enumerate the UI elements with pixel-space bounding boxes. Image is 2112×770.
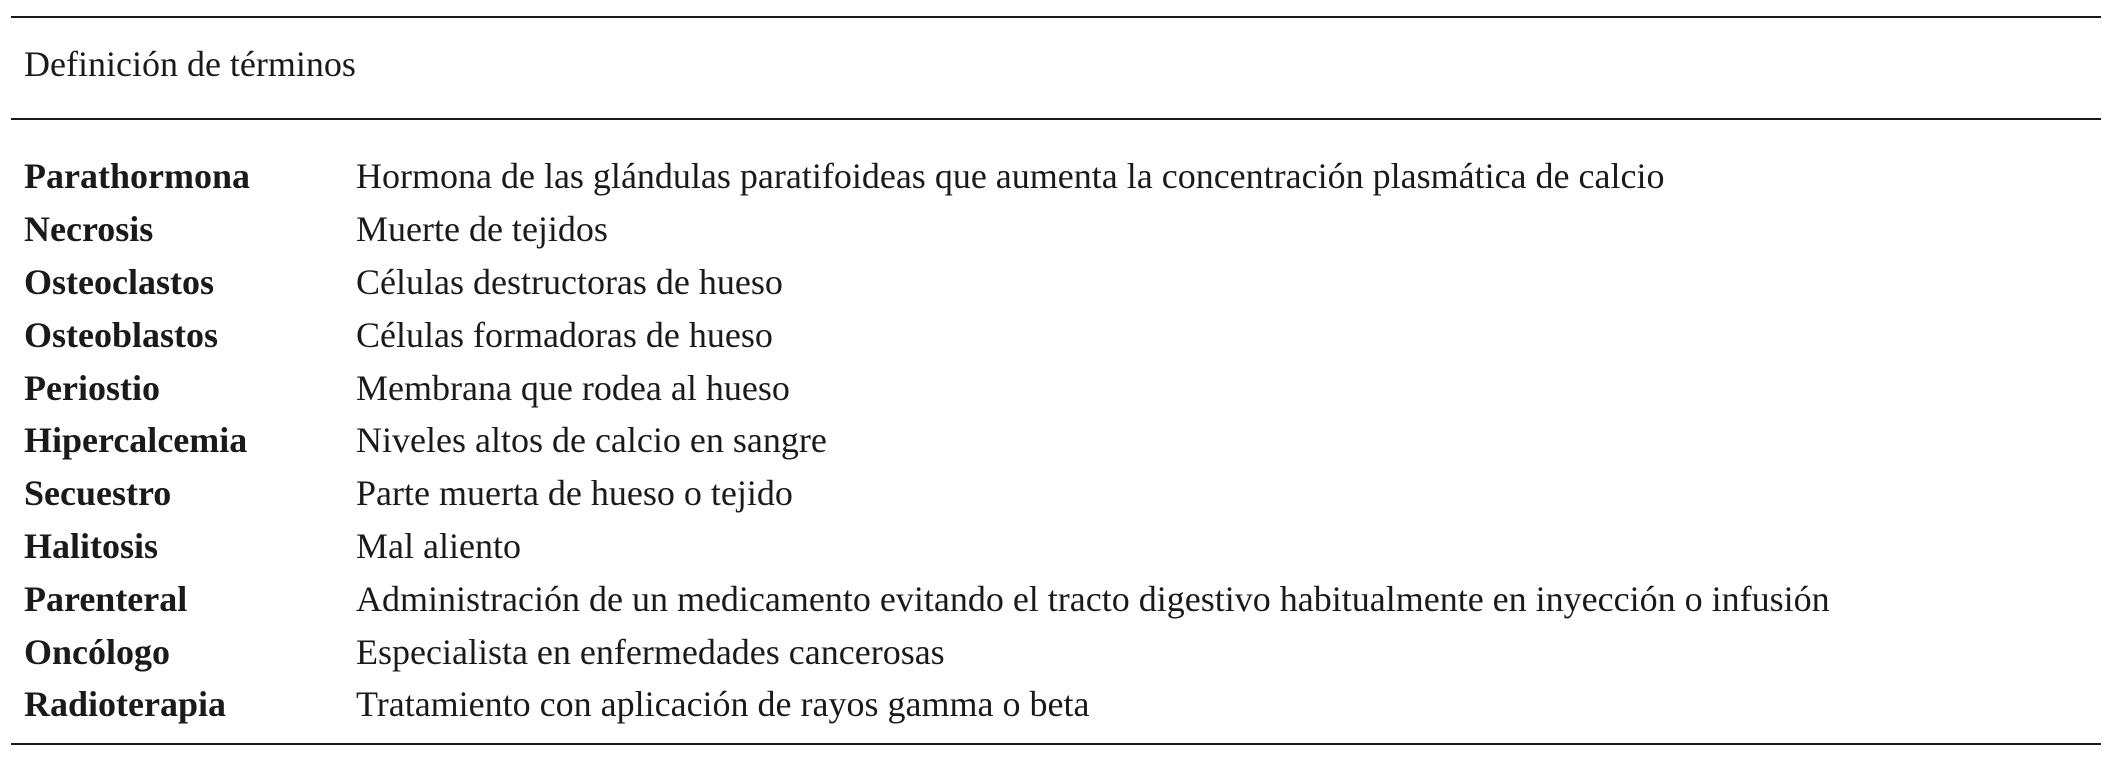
term-label: Secuestro (24, 473, 172, 514)
table-row (24, 150, 2104, 203)
term-definition: Células formadoras de hueso (356, 314, 773, 355)
term-definition: Tratamiento con aplicación de rayos gamma o beta (356, 684, 1090, 725)
table-row (24, 308, 2104, 361)
table-row (24, 572, 2104, 625)
table-row (24, 520, 2104, 573)
table-row (24, 414, 2104, 467)
term-label: Radioterapia (24, 684, 226, 725)
term-definition: Niveles altos de calcio en sangre (356, 420, 827, 461)
term-label: Periostio (24, 367, 160, 408)
term-label: Oncólogo (24, 631, 171, 672)
term-label: Parenteral (24, 578, 188, 619)
table-row (24, 256, 2104, 309)
term-definition: Parte muerta de hueso o tejido (356, 473, 793, 514)
top-rule (11, 16, 2101, 18)
term-definition: Células destructoras de hueso (356, 261, 783, 302)
term-label: Osteoblastos (24, 314, 219, 355)
term-label: Halitosis (24, 525, 159, 566)
bottom-rule (11, 743, 2101, 745)
term-label: Necrosis (24, 209, 154, 250)
table-row (24, 625, 2104, 678)
term-definition: Mal aliento (356, 525, 521, 566)
term-definition: Hormona de las glándulas paratifoideas que aumenta la concentración plasmática de calcio (356, 156, 1665, 197)
term-definition: Muerte de tejidos (356, 209, 608, 250)
term-label: Parathormona (24, 156, 250, 197)
table-row (24, 203, 2104, 256)
term-definition: Membrana que rodea al hueso (356, 367, 790, 408)
header-rule (11, 118, 2101, 120)
table-caption: Definición de términos (24, 44, 356, 84)
term-label: Hipercalcemia (24, 420, 248, 461)
term-list (24, 150, 2104, 731)
term-definition: Administración de un medicamento evitando el tracto digestivo habitualmente en inyección o infusión (356, 578, 1830, 619)
term-label: Osteoclastos (24, 261, 214, 302)
term-definition: Especialista en enfermedades cancerosas (356, 631, 945, 672)
table-row (24, 678, 2104, 731)
table-row (24, 467, 2104, 520)
table-row (24, 361, 2104, 414)
